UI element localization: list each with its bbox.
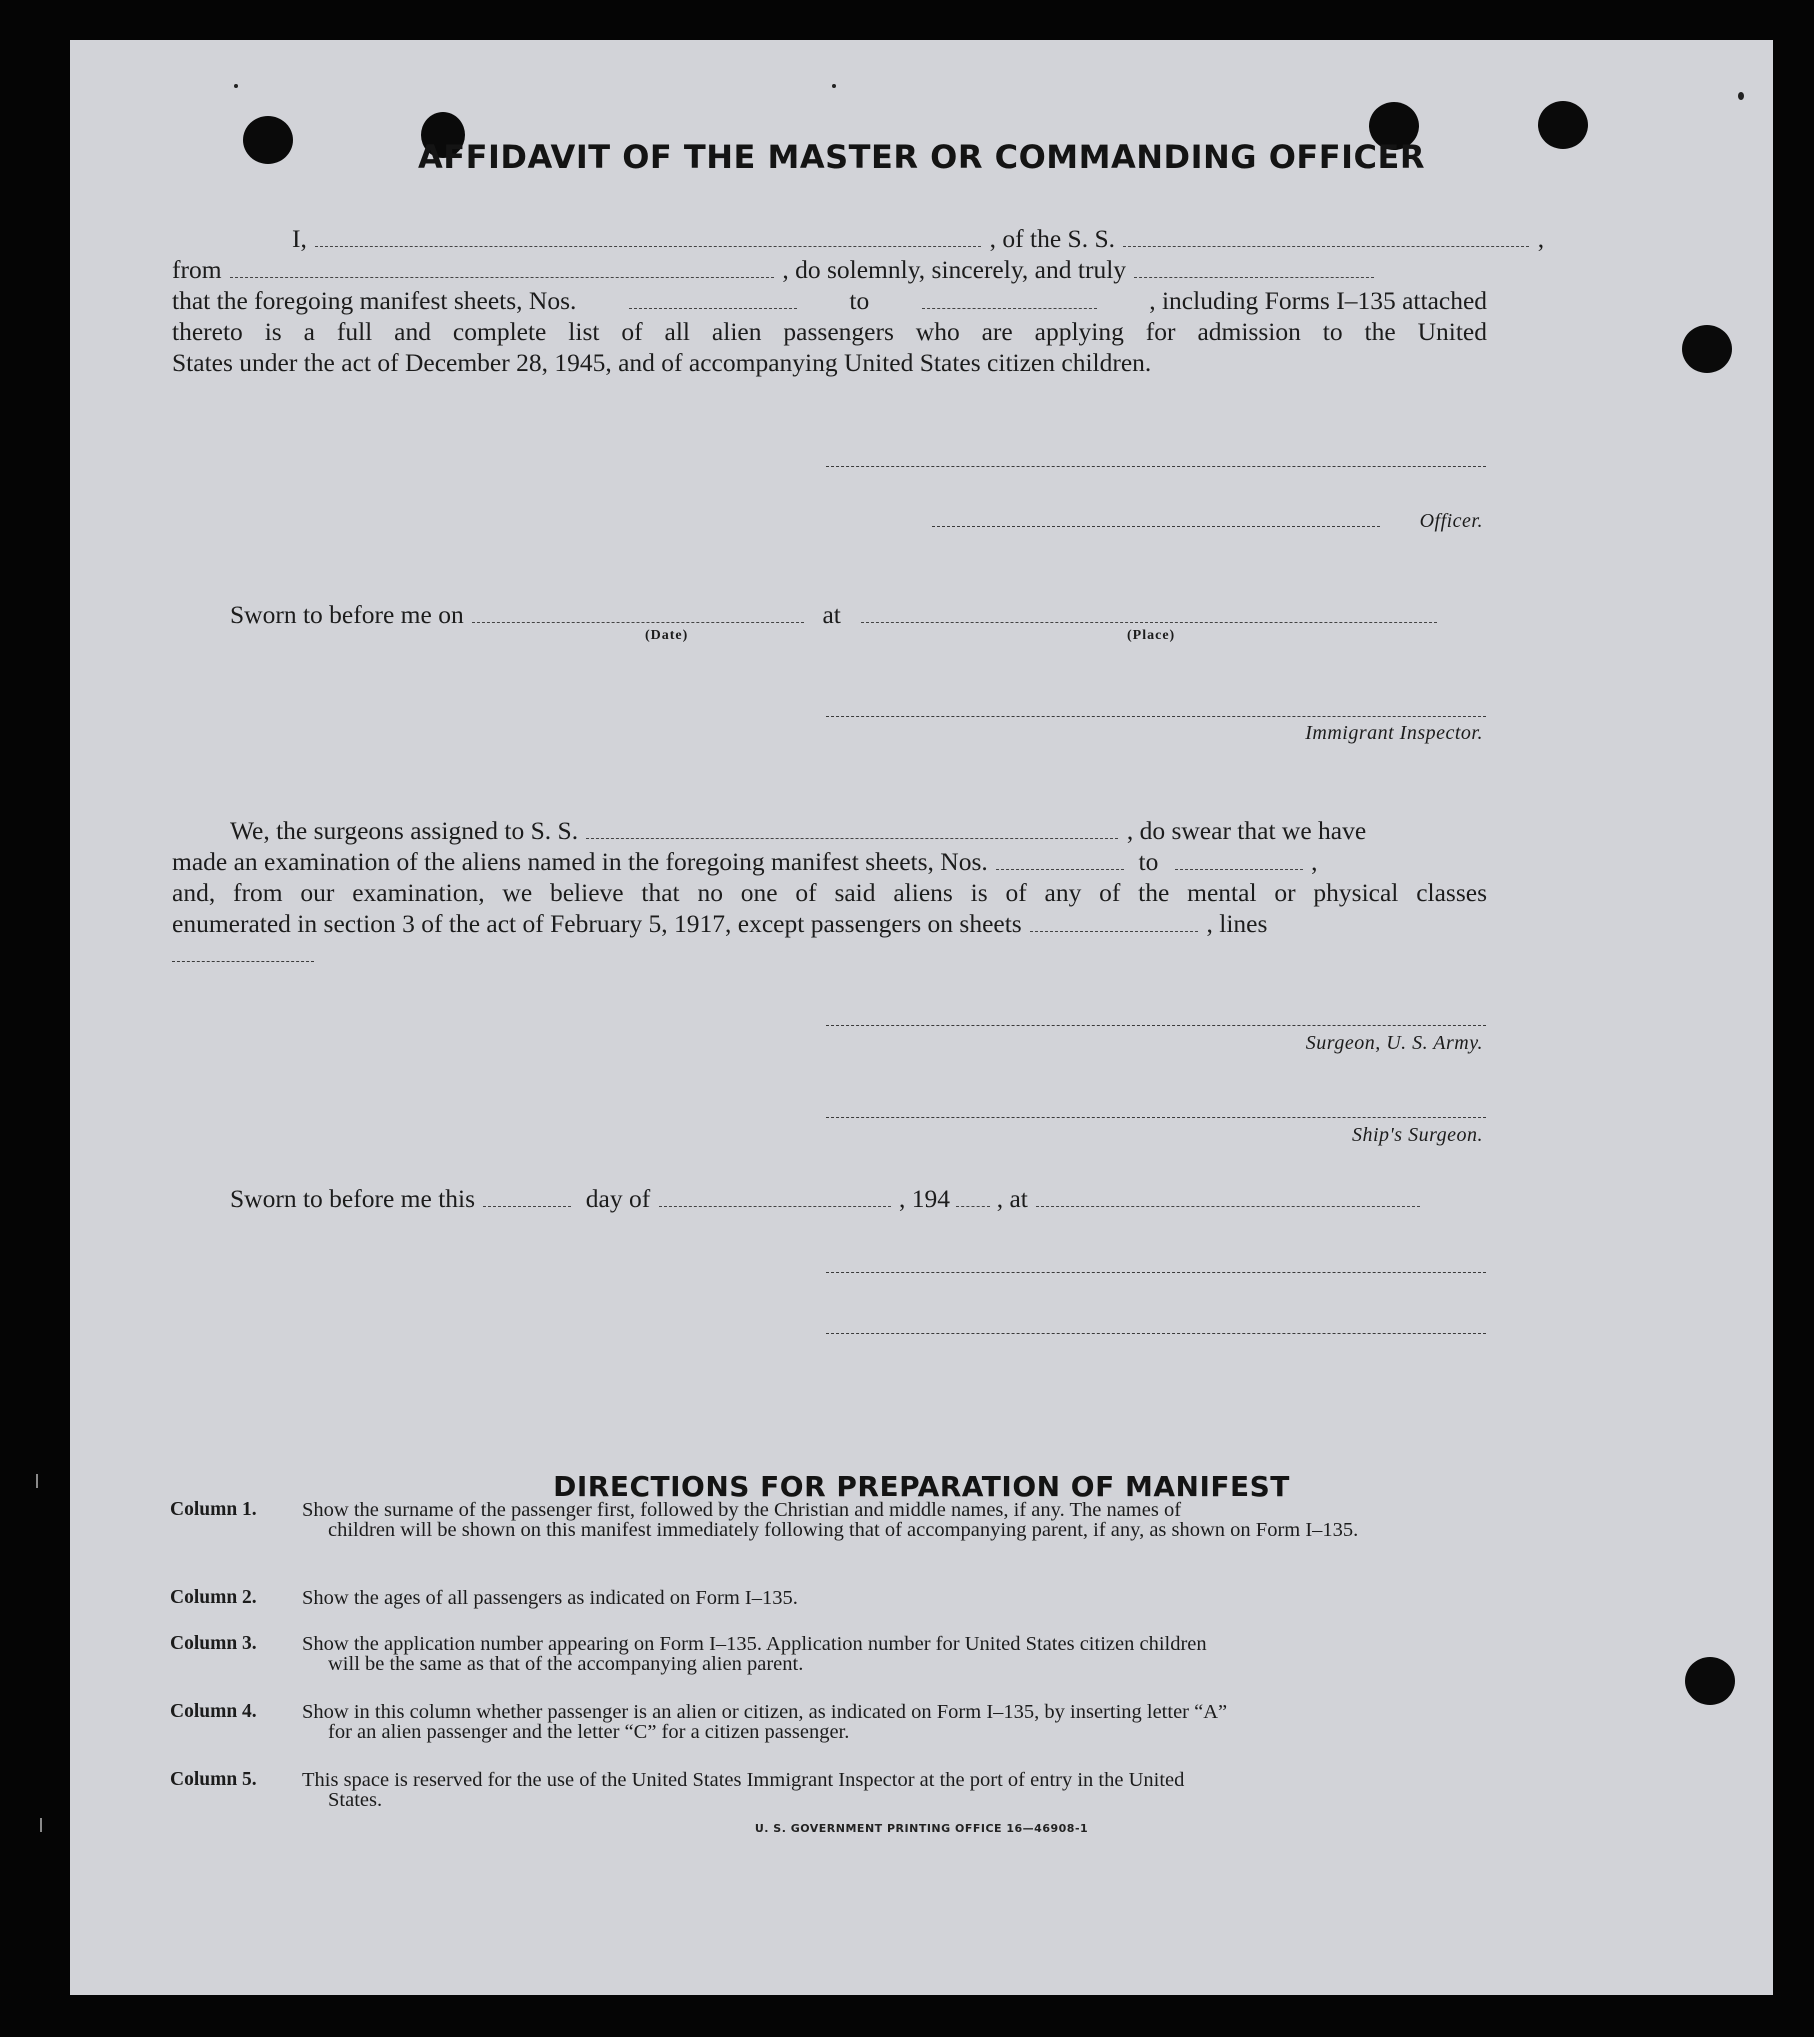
affidavit-line-1: I, , of the S. S. , [292, 224, 1545, 253]
page-title: AFFIDAVIT OF THE MASTER OR COMMANDING OFFICER [418, 138, 1425, 176]
ship-blank[interactable] [1123, 246, 1529, 247]
month-blank[interactable] [659, 1206, 891, 1207]
inspector-signature-line[interactable] [826, 716, 1486, 717]
truly-blank[interactable] [1134, 277, 1374, 278]
surgeons-line-2: made an examination of the aliens named in the foregoing manifest sheets, Nos. to , [172, 847, 1318, 876]
direction-column-5: Column 5. This space is reserved for the use of the United States Immigrant Inspector at the port of entry in the United States. [170, 1769, 1185, 1811]
speck [832, 84, 836, 88]
surgeon-ship-blank[interactable] [586, 838, 1118, 839]
edge-mark [36, 1474, 38, 1488]
name-blank[interactable] [315, 246, 981, 247]
army-surgeon-signature-line[interactable] [826, 1025, 1486, 1026]
form-page [70, 40, 1773, 1995]
surgeons-line-1: We, the surgeons assigned to S. S. , do swear that we have [230, 816, 1367, 845]
place-label: (Place) [1127, 628, 1176, 643]
sheet-from-blank[interactable] [629, 308, 797, 309]
sworn-place-blank[interactable] [1036, 1206, 1420, 1207]
affidavit-line-4: thereto is a full and complete list of all alien passengers who are applying for admission to the United [172, 317, 1487, 346]
affidavit-line-2: from , do solemnly, sincerely, and truly [172, 254, 1487, 286]
ship-surgeon-signature-line[interactable] [826, 1117, 1486, 1118]
date-label: (Date) [645, 628, 689, 643]
printer-footer: U. S. GOVERNMENT PRINTING OFFICE 16—46908-1 [754, 1822, 1089, 1835]
ship-surgeon-label: Ship's Surgeon. [1351, 1124, 1483, 1146]
master-signature-line[interactable] [826, 466, 1486, 467]
speck [1738, 92, 1744, 100]
sheets-blank[interactable] [1030, 931, 1198, 932]
affidavit-line-5: States under the act of December 28, 1945, and of accompanying United States citizen children. [172, 348, 1152, 377]
affidavit-line-3: that the foregoing manifest sheets, Nos. to , including Forms I–135 attached [172, 286, 1488, 315]
sworn-signature-line-1[interactable] [826, 1272, 1486, 1273]
lines-blank[interactable] [172, 961, 314, 962]
exam-to-blank[interactable] [1175, 869, 1303, 870]
direction-column-3: Column 3. Show the application number appearing on Form I–135. Application number for United States citizen children will be the same as that of the accompanying alien parent. [170, 1633, 1207, 1675]
army-surgeon-label: Surgeon, U. S. Army. [1305, 1032, 1483, 1054]
exam-from-blank[interactable] [996, 869, 1124, 870]
direction-column-2: Column 2. Show the ages of all passengers as indicated on Form I–135. [170, 1587, 798, 1609]
place-blank[interactable] [861, 622, 1437, 623]
officer-signature-line[interactable] [932, 526, 1380, 527]
directions-title: DIRECTIONS FOR PREPARATION OF MANIFEST [553, 1470, 1290, 1503]
surgeons-line-3: and, from our examination, we believe that no one of said aliens is of any of the mental or physical classes [172, 878, 1487, 907]
year-blank[interactable] [956, 1206, 990, 1207]
inspector-label: Immigrant Inspector. [1305, 722, 1483, 744]
sworn-line-1: Sworn to before me on at [172, 599, 1487, 631]
punch-hole [1682, 325, 1732, 373]
sheet-to-blank[interactable] [922, 308, 1097, 309]
direction-column-4: Column 4. Show in this column whether passenger is an alien or citizen, as indicated on Form I–135, by inserting letter “A” for an alien passenger and the letter “C” for a citizen passenger. [170, 1701, 1228, 1743]
punch-hole [1685, 1657, 1735, 1705]
edge-mark [40, 1818, 42, 1832]
sworn-signature-line-2[interactable] [826, 1333, 1486, 1334]
date-blank[interactable] [472, 622, 804, 623]
day-blank[interactable] [483, 1206, 571, 1207]
surgeons-line-4: enumerated in section 3 of the act of February 5, 1917, except passengers on sheets , lines [172, 909, 1268, 938]
officer-label: Officer. [1419, 510, 1483, 532]
sworn-line-2: Sworn to before me this day of , 194 , at [172, 1183, 1487, 1215]
speck [234, 84, 238, 88]
from-blank[interactable] [230, 277, 774, 278]
direction-column-1: Column 1. Show the surname of the passenger first, followed by the Christian and middle names, if any. The names of children will be shown on this manifest immediately following that of accompanying parent, if any, as shown on Form I–135. [170, 1499, 1359, 1541]
